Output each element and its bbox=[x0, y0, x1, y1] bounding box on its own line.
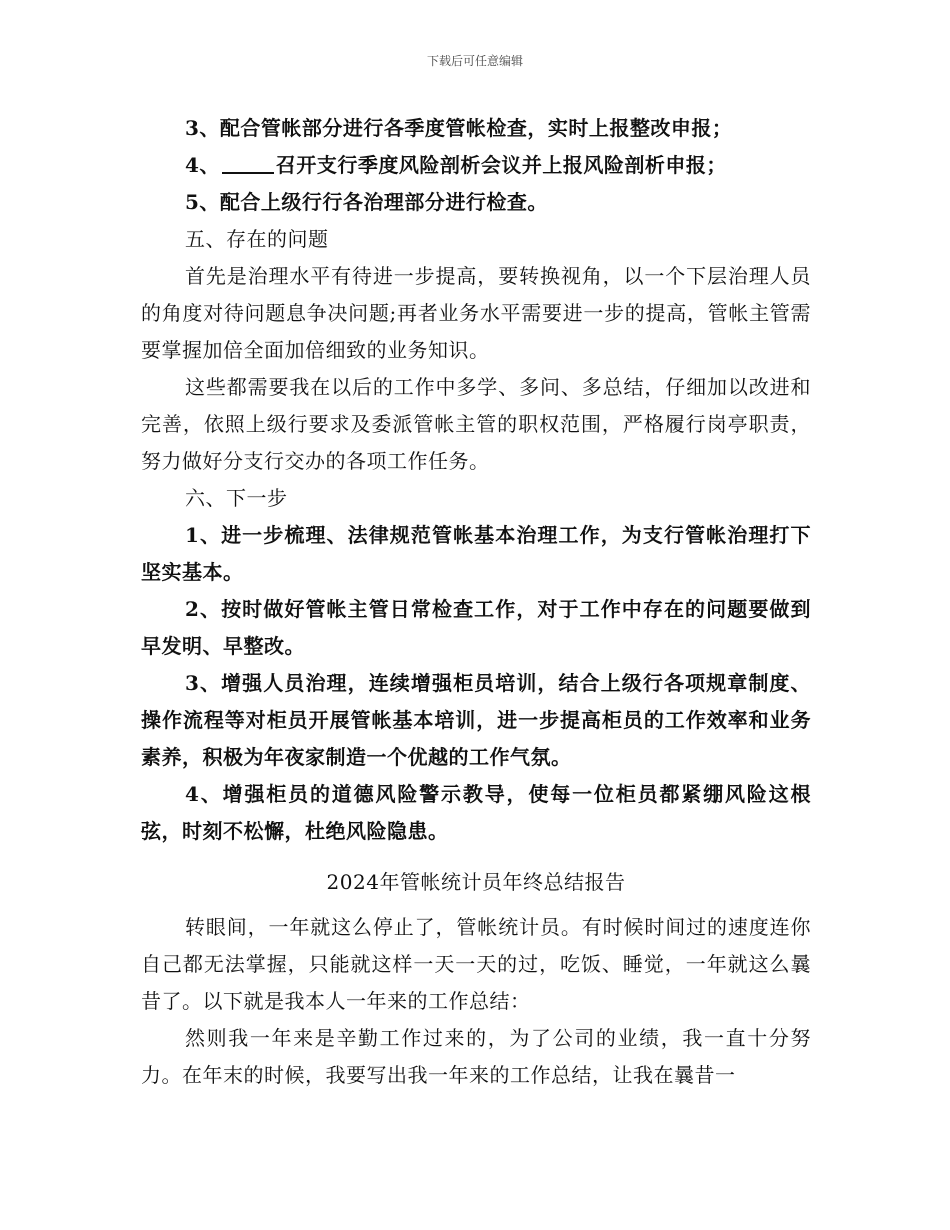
list-item-3: 3、配合管帐部分进行各季度管帐检查，实时上报整改申报； bbox=[185, 116, 733, 140]
report-paragraph-2: 然则我一年来是辛勤工作过来的，为了公司的业绩，我一直十分努力。在年末的时候，我要写出我一年来的工作总结，让我在曩昔一 bbox=[141, 1026, 811, 1087]
report-paragraph-1: 转眼间，一年就这么停止了，管帐统计员。有时候时间过的速度连你自己都无法掌握，只能就这样一天一天的过，吃饭、睡觉，一年就这么曩昔了。以下就是我本人一年来的工作总结： bbox=[141, 915, 811, 1013]
list-item-5: 5、配合上级行行各治理部分进行检查。 bbox=[185, 190, 548, 214]
section-heading-problems: 五、存在的问题 bbox=[185, 227, 329, 251]
list-item-4-text: 召开支行季度风险剖析会议并上报风险剖析申报； bbox=[275, 153, 727, 177]
document-body bbox=[141, 110, 811, 1094]
list-item-4-number: 4、 bbox=[185, 153, 220, 177]
section-heading-next-steps: 六、下一步 bbox=[185, 486, 288, 510]
next-step-item-4: 4、增强柜员的道德风险警示教导，使每一位柜员都紧绷风险这根弦，时刻不松懈，杜绝风险隐患。 bbox=[141, 782, 811, 843]
report-title: 2024年管帐统计员年终总结报告 bbox=[326, 870, 626, 894]
next-step-item-1: 1、进一步梳理、法律规范管帐基本治理工作，为支行管帐治理打下坚实基本。 bbox=[141, 523, 811, 584]
page-header: 下载后可任意编辑 bbox=[426, 54, 523, 68]
problems-paragraph-2: 这些都需要我在以后的工作中多学、多问、多总结，仔细加以改进和完善，依照上级行要求及委派管帐主管的职权范围，严格履行岗亭职责，努力做好分支行交办的各项工作任务。 bbox=[141, 375, 811, 473]
problems-paragraph-1: 首先是治理水平有待进一步提高，要转换视角，以一个下层治理人员的角度对待问题息争决问题;再者业务水平需要进一步的提高，管帐主管需要掌握加倍全面加倍细致的业务知识。 bbox=[141, 264, 811, 362]
next-step-item-2: 2、按时做好管帐主管日常检查工作，对于工作中存在的问题要做到早发明、早整改。 bbox=[141, 597, 811, 658]
next-step-item-3: 3、增强人员治理，连续增强柜员培训，结合上级行各项规章制度、操作流程等对柜员开展管帐基本培训，进一步提高柜员的工作效率和业务素养，积极为年夜家制造一个优越的工作气氛。 bbox=[141, 671, 811, 769]
fill-in-blank bbox=[222, 152, 274, 174]
list-item-4 bbox=[141, 147, 811, 184]
